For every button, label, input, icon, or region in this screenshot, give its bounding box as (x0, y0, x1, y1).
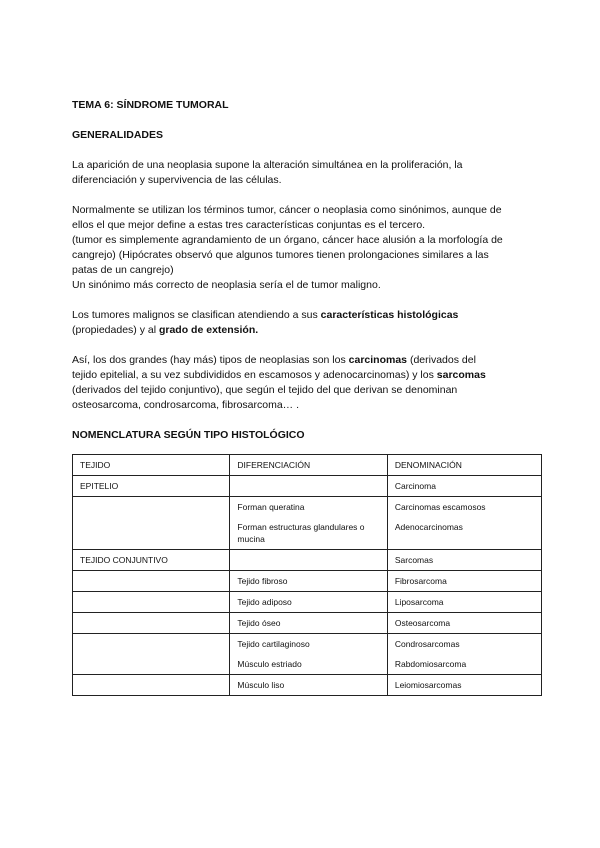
paragraph-line: La aparición de una neoplasia supone la alteración simultánea en la proliferación, la (72, 159, 463, 171)
cell-tejido (73, 571, 230, 592)
cell-diferenciacion (230, 550, 387, 571)
paragraph-line: Normalmente se utilizan los términos tumor, cáncer o neoplasia como sinónimos, aunque de (72, 204, 502, 216)
nomenclature-table (72, 454, 542, 696)
paragraph-line: (tumor es simplemente agrandamiento de un órgano, cáncer hace alusión a la morfología de (72, 234, 503, 246)
table-row (73, 550, 542, 571)
cell-denominacion (387, 634, 541, 675)
cell-gap (237, 513, 379, 521)
cell-text: Osteosarcoma (394, 618, 451, 628)
cell-text: Forman queratina (237, 502, 305, 512)
cell-tejido: TEJIDO CONJUNTIVO (73, 550, 230, 571)
paragraph-line (72, 323, 532, 338)
cell-text: Fibrosarcoma (394, 576, 447, 586)
bold-term: sarcomas (436, 369, 486, 381)
text-run: tejido epitelial, a su vez subdivididos en escamosos y adenocarcinomas) y los (72, 369, 437, 381)
table-row (73, 571, 542, 592)
cell-text: Tejido óseo (237, 618, 281, 628)
table-header-cell: TEJIDO (73, 455, 230, 476)
table-row (73, 634, 542, 675)
text-run: (derivados del (407, 354, 476, 366)
paragraph-line (72, 308, 532, 323)
paragraph-line: Un sinónimo más correcto de neoplasia sería el de tumor maligno. (72, 279, 381, 291)
paragraph-line: diferenciación y supervivencia de las células. (72, 174, 282, 186)
cell-denominacion (387, 592, 541, 613)
cell-diferenciacion (230, 592, 387, 613)
section-heading-nomenclatura: NOMENCLATURA SEGÚN TIPO HISTOLÓGICO (72, 429, 305, 441)
paragraph-3 (72, 308, 532, 338)
cell-text: Adenocarcinomas (394, 522, 463, 532)
table-header-cell: DIFERENCIACIÓN (230, 455, 387, 476)
cell-tejido: EPITELIO (73, 476, 230, 497)
cell-diferenciacion (230, 613, 387, 634)
table-row (73, 592, 542, 613)
bold-term: carcinomas (348, 354, 408, 366)
cell-gap (395, 650, 534, 658)
cell-tejido (73, 592, 230, 613)
text-run: Los tumores malignos se clasifican atendiendo a sus (72, 309, 321, 321)
text-run: Así, los dos grandes (hay más) tipos de neoplasias son los (72, 354, 349, 366)
cell-text: Tejido adiposo (237, 597, 292, 607)
cell-gap (237, 650, 379, 658)
cell-text: Sarcomas (394, 555, 434, 565)
paragraph-4 (72, 353, 532, 413)
cell-text: Músculo estriado (237, 659, 302, 669)
paragraph-line: osteosarcoma, condrosarcoma, fibrosarcoma… . (72, 399, 300, 411)
cell-denominacion (387, 476, 541, 497)
cell-tejido (73, 613, 230, 634)
paragraph-line (72, 368, 532, 383)
cell-diferenciacion (230, 675, 387, 696)
cell-denominacion (387, 675, 541, 696)
cell-text: Leiomiosarcomas (394, 680, 462, 690)
document-content (72, 98, 532, 696)
page-title: TEMA 6: SÍNDROME TUMORAL (72, 99, 229, 111)
table-row (73, 476, 542, 497)
table-body (73, 476, 542, 696)
cell-diferenciacion (230, 497, 387, 550)
cell-tejido (73, 675, 230, 696)
cell-text: Forman estructuras glandulares o mucina (237, 522, 365, 544)
cell-text: Condrosarcomas (394, 639, 460, 649)
paragraph-1 (72, 158, 532, 188)
cell-text: Liposarcoma (394, 597, 444, 607)
cell-denominacion (387, 550, 541, 571)
paragraph-line: cangrejo) (Hipócrates observó que algunos tumores tienen prolongaciones similares a las (72, 249, 489, 261)
table-row (73, 613, 542, 634)
cell-diferenciacion (230, 571, 387, 592)
bold-term: características histológicas (320, 309, 459, 321)
paragraph-line: patas de un cangrejo) (72, 264, 174, 276)
table-row (73, 497, 542, 550)
table-header-cell: DENOMINACIÓN (387, 455, 541, 476)
cell-text: Carcinoma (394, 481, 436, 491)
cell-text: Tejido fibroso (237, 576, 288, 586)
table-header-row (73, 455, 542, 476)
cell-gap (395, 513, 534, 521)
cell-denominacion (387, 613, 541, 634)
cell-text: Tejido cartilaginoso (237, 639, 310, 649)
cell-text: Carcinomas escamosos (394, 502, 486, 512)
cell-text: Rabdomiosarcoma (394, 659, 467, 669)
paragraph-line: ellos el que mejor define a estas tres características conjuntas es el tercero. (72, 219, 426, 231)
section-heading-generalidades: GENERALIDADES (72, 129, 164, 141)
cell-text: Músculo liso (237, 680, 285, 690)
bold-term: grado de extensión. (158, 324, 259, 336)
text-run: (propiedades) y al (72, 324, 159, 336)
cell-denominacion (387, 497, 541, 550)
cell-tejido (73, 497, 230, 550)
paragraph-line (72, 353, 532, 368)
cell-diferenciacion (230, 634, 387, 675)
cell-tejido (73, 634, 230, 675)
paragraph-line: (derivados del tejido conjuntivo), que según el tejido del que derivan se denominan (72, 384, 458, 396)
paragraph-2 (72, 203, 532, 293)
cell-diferenciacion (230, 476, 387, 497)
cell-denominacion (387, 571, 541, 592)
table-row (73, 675, 542, 696)
